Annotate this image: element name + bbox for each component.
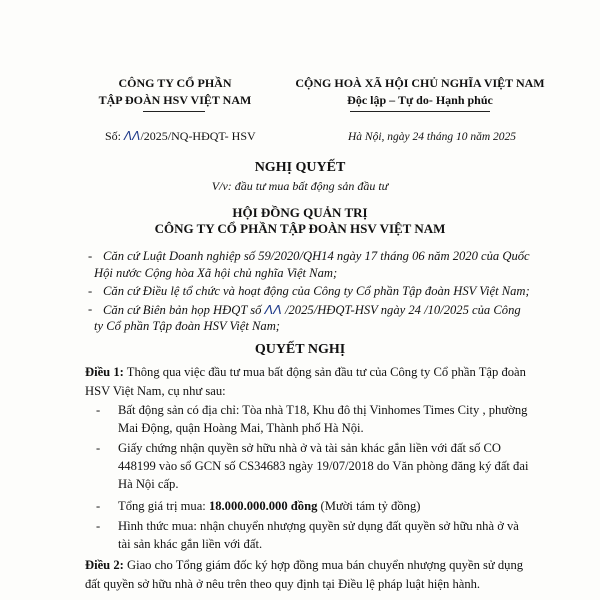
item-2-line3: Hà Nội cấp. (118, 477, 179, 491)
article-2-label: Điều 2: (85, 558, 124, 572)
document-title: NGHỊ QUYẾT (254, 160, 346, 175)
motto-underline (350, 111, 490, 112)
decision-heading: QUYẾT NGHỊ (254, 342, 346, 357)
article-2-line1 (85, 558, 523, 573)
basis-1-line1: Căn cứ Luật Doanh nghiệp số 59/2020/QH14 ngày 17 tháng 06 năm 2020 của Quốc (103, 249, 530, 263)
company-name-line1: CÔNG TY CỔ PHẦN (118, 76, 232, 90)
handwritten-number: ΛΛ (124, 129, 141, 143)
item-1-line2: Mai Động, quận Hoàng Mai, Thành phố Hà Nội. (118, 421, 364, 435)
article-2-text: Giao cho Tổng giám đốc ký hợp đồng mua bán chuyển nhượng quyền sử dụng (123, 558, 524, 572)
article-1-label: Điều 1: (85, 365, 124, 379)
document-date: Hà Nội, ngày 24 tháng 10 năm 2025 (348, 131, 517, 143)
article-1-line1 (85, 365, 526, 380)
item-dash-1: - (96, 403, 101, 417)
document-subject: V/v: đầu tư mua bất động sản đầu tư (211, 179, 389, 193)
article-1-text: Thông qua việc đầu tư mua bất động sản đầu tư của Công ty Cổ phần Tập đoàn (123, 365, 526, 379)
item-1-line1: Bất động sản có địa chỉ: Tòa nhà T18, Khu đô thị Vinhomes Times City , phường (118, 403, 528, 417)
article-2-line2: đất quyền sở hữu nhà ở nêu trên theo quy định tại Điều lệ pháp luật hiện hành. (85, 577, 481, 591)
price-value: 18.000.000.000 đồng (208, 499, 318, 513)
item-dash-2: - (96, 441, 101, 455)
basis-2-line1: Căn cứ Điều lệ tổ chức và hoạt động của Công ty Cổ phần Tập đoàn HSV Việt Nam; (103, 284, 530, 298)
price-in-words: (Mười tám tỷ đồng) (317, 499, 421, 513)
nation-title: CỘNG HOÀ XÃ HỘI CHỦ NGHĨA VIỆT NAM (295, 76, 545, 90)
item-2-line2: 448199 vào sổ GCN số CS34683 ngày 19/07/2018 do Văn phòng đăng ký đất đai (118, 459, 529, 473)
item-dash-4: - (96, 519, 101, 533)
nation-motto: Độc lập – Tự do- Hạnh phúc (347, 93, 493, 107)
document-number-suffix: /2025/NQ-HĐQT- HSV (140, 129, 256, 143)
basis-3-line2: ty Cổ phần Tập đoàn HSV Việt Nam; (94, 319, 280, 333)
document-number (105, 129, 256, 144)
item-dash-3: - (96, 499, 101, 513)
basis-dash-1: - (88, 249, 93, 263)
price-label: Tổng giá trị mua: (118, 499, 209, 513)
basis-3-suffix: /2025/HĐQT-HSV ngày 24 /10/2025 của Công (281, 303, 521, 317)
document-number-prefix: Số: (105, 129, 125, 143)
article-1-line2: HSV Việt Nam, cụ như sau: (85, 384, 226, 398)
basis-3-prefix: Căn cứ Biên bản họp HĐQT số (103, 303, 265, 317)
company-underline (143, 111, 205, 112)
item-3-line (118, 499, 420, 514)
company-heading: CÔNG TY CỔ PHẦN TẬP ĐOÀN HSV VIỆT NAM (154, 221, 446, 236)
item-2-line1: Giấy chứng nhận quyền sở hữu nhà ở và tài sản khác gắn liền với đất số CO (118, 441, 502, 455)
company-name-line2: TẬP ĐOÀN HSV VIỆT NAM (98, 93, 252, 107)
basis-dash-3: - (88, 302, 93, 316)
basis-3-line1 (103, 302, 521, 318)
item-4-line2: tài sản khác gắn liền với đất. (118, 537, 263, 551)
item-4-line1: Hình thức mua: nhận chuyển nhượng quyền sử dụng đất quyền sở hữu nhà ở và (118, 519, 519, 533)
handwritten-minutes-number: ΛΛ (264, 302, 282, 317)
board-heading: HỘI ĐỒNG QUẢN TRỊ (232, 205, 368, 220)
basis-1-line2: Hội nước Cộng hòa Xã hội chủ nghĩa Việt Nam; (94, 266, 338, 280)
basis-dash-2: - (88, 284, 93, 298)
